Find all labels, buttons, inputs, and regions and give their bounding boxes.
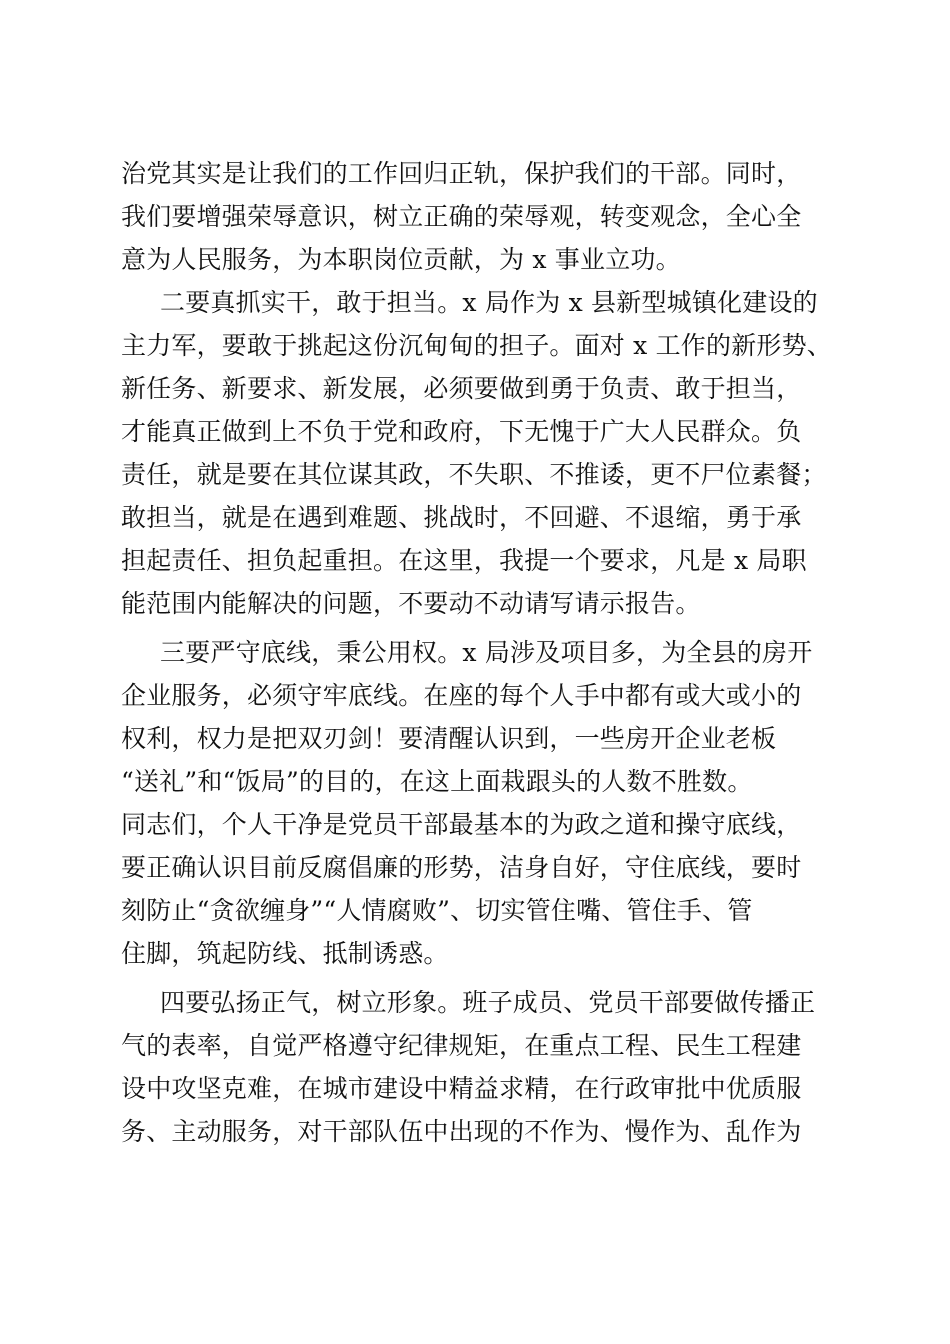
text-line: 务、主动服务，对干部队伍中出现的不作为、慢作为、乱作为 (121, 1117, 802, 1146)
text-line: 设中攻坚克难，在城市建设中精益求精，在行政审批中优质服 (121, 1074, 802, 1103)
text-line: 企业服务，必须守牢底线。在座的每个人手中都有或大或小的 (121, 681, 802, 710)
text-line: 住脚，筑起防线、抵制诱惑。 (121, 939, 449, 968)
text-line: 担起责任、担负起重担。在这里，我提一个要求，凡是 x 局职 (121, 546, 807, 575)
text-line: 我们要增强荣辱意识，树立正确的荣辱观，转变观念，全心全 (121, 202, 802, 231)
text-line (121, 1160, 841, 1190)
text-line: 责任，就是要在其位谋其政，不失职、不推诿，更不尸位素餐； (121, 460, 827, 489)
text-line: 能范围内能解决的问题，不要动不动请写请示报告。 (121, 589, 701, 618)
text-line: 气的表率，自觉严格遵守纪律规矩，在重点工程、民生工程建 (121, 1031, 802, 1060)
text-line: 二要真抓实干，敢于担当。x 局作为 x 县新型城镇化建设的 (160, 288, 818, 317)
text-line: 才能真正做到上不负于党和政府，下无愧于广大人民群众。负 (121, 417, 802, 446)
text-line: 四要弘扬正气，树立形象。班子成员、党员干部要做传播正 (160, 988, 816, 1017)
text-line: 同志们，个人干净是党员干部最基本的为政之道和操守底线， (121, 810, 802, 839)
text-line: 三要严守底线，秉公用权。x 局涉及项目多，为全县的房开 (160, 638, 813, 667)
text-line: 主力军，要敢于挑起这份沉甸甸的担子。面对 x 工作的新形势、 (121, 331, 832, 360)
text-line: 权利，权力是把双刃剑！要清醒认识到，一些房开企业老板 (121, 724, 777, 753)
text-line: 要正确认识目前反腐倡廉的形势，洁身自好，守住底线，要时 (121, 853, 802, 882)
text-line: 治党其实是让我们的工作回归正轨，保护我们的干部。同时， (121, 159, 802, 188)
text-line: 敢担当，就是在遇到难题、挑战时，不回避、不退缩，勇于承 (121, 503, 802, 532)
text-line: 刻防止“贪欲缠身”“人情腐败”、切实管住嘴、管住手、管 (121, 896, 753, 925)
text-line: 新任务、新要求、新发展，必须要做到勇于负责、敢于担当， (121, 374, 802, 403)
text-line: 意为人民服务，为本职岗位贡献，为 x 事业立功。 (121, 245, 681, 274)
text-line: “送礼”和“饭局”的目的，在这上面栽跟头的人数不胜数。 (121, 767, 753, 796)
